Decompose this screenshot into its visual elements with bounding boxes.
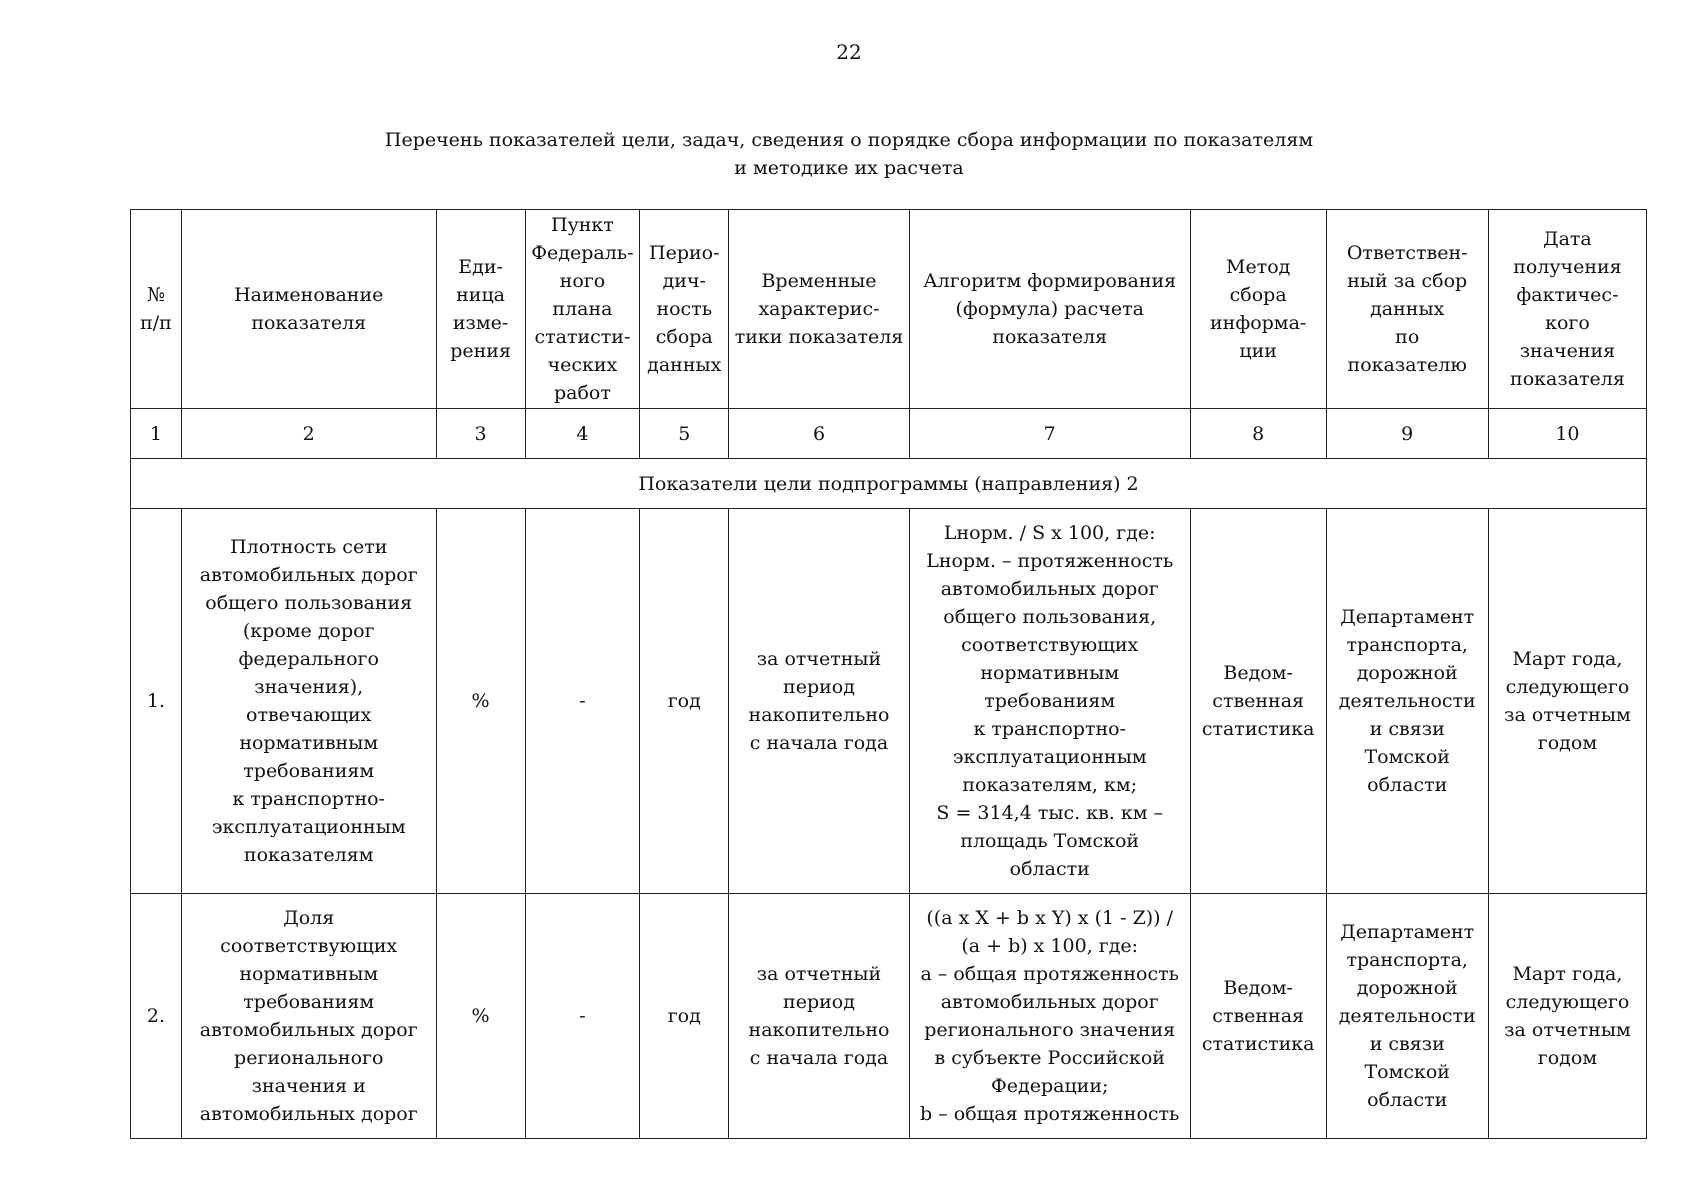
column-number: 5 — [640, 409, 729, 459]
section-row — [131, 459, 1647, 509]
column-number: 8 — [1190, 409, 1326, 459]
periodicity-cell: год — [640, 894, 729, 1139]
column-number: 3 — [436, 409, 525, 459]
document-title-line-2: и методике их расчета — [734, 157, 964, 179]
unit-cell: % — [436, 509, 525, 894]
responsible-cell: Департамент транспорта, дорожной деятельности и связи Томской области — [1326, 894, 1488, 1139]
header-name: Наименование показателя — [181, 210, 436, 409]
time-characteristics-cell: за отчетный период накопительно с начала года — [729, 509, 909, 894]
column-number: 9 — [1326, 409, 1488, 459]
header-row — [131, 210, 1647, 409]
indicator-name: Доля соответствующих нормативным требованиям автомобильных дорог регионального значения и автомобильных дорог — [181, 894, 436, 1139]
header-method: Метод сбора информа- ции — [1190, 210, 1326, 409]
page-number: 22 — [836, 40, 862, 64]
indicators-table — [130, 209, 1647, 1139]
periodicity-cell: год — [640, 509, 729, 894]
algorithm-cell: Lнорм. / S x 100, где: Lнорм. – протяженность автомобильных дорог общего пользования, соответствующих нормативным требованиям к транспортно- эксплуатационным показателям, км; S = 314,4 тыс. кв. км – площадь Томской области — [909, 509, 1190, 894]
header-algorithm: Алгоритм формирования (формула) расчета показателя — [909, 210, 1190, 409]
column-number: 10 — [1488, 409, 1646, 459]
row-number: 2. — [131, 894, 182, 1139]
document-title-line-1: Перечень показателей цели, задач, сведения о порядке сбора информации по показателям — [384, 129, 1314, 151]
algorithm-cell: ((a x X + b x Y) x (1 - Z)) / (a + b) x 100, где: a – общая протяженность автомобильных дорог регионального значения в субъекте Российской Федерации; b – общая протяженность — [909, 894, 1190, 1139]
header-plan-item: Пункт Федераль- ного плана статисти- ческих работ — [525, 210, 640, 409]
column-number: 1 — [131, 409, 182, 459]
header-responsible: Ответствен- ный за сбор данных по показателю — [1326, 210, 1488, 409]
column-number: 6 — [729, 409, 909, 459]
column-number: 4 — [525, 409, 640, 459]
header-unit: Еди- ница изме- рения — [436, 210, 525, 409]
method-cell: Ведом- ственная статистика — [1190, 894, 1326, 1139]
header-time-characteristics: Временные характерис- тики показателя — [729, 210, 909, 409]
table-row — [131, 509, 1647, 894]
table-row — [131, 894, 1647, 1139]
date-cell: Март года, следующего за отчетным годом — [1488, 509, 1646, 894]
header-num: № п/п — [131, 210, 182, 409]
indicator-name: Плотность сети автомобильных дорог общего пользования (кроме дорог федерального значения), отвечающих нормативным требованиям к транспортно- эксплуатационным показателям — [181, 509, 436, 894]
responsible-cell: Департамент транспорта, дорожной деятельности и связи Томской области — [1326, 509, 1488, 894]
header-periodicity: Перио- дич- ность сбора данных — [640, 210, 729, 409]
unit-cell: % — [436, 894, 525, 1139]
plan-item-cell: - — [525, 509, 640, 894]
time-characteristics-cell: за отчетный период накопительно с начала года — [729, 894, 909, 1139]
plan-item-cell: - — [525, 894, 640, 1139]
column-number: 7 — [909, 409, 1190, 459]
section-title: Показатели цели подпрограммы (направления) 2 — [131, 459, 1647, 509]
column-number-row — [131, 409, 1647, 459]
column-number: 2 — [181, 409, 436, 459]
date-cell: Март года, следующего за отчетным годом — [1488, 894, 1646, 1139]
row-number: 1. — [131, 509, 182, 894]
document-title — [0, 126, 1698, 182]
method-cell: Ведом- ственная статистика — [1190, 509, 1326, 894]
header-date: Дата получения фактичес- кого значения показателя — [1488, 210, 1646, 409]
